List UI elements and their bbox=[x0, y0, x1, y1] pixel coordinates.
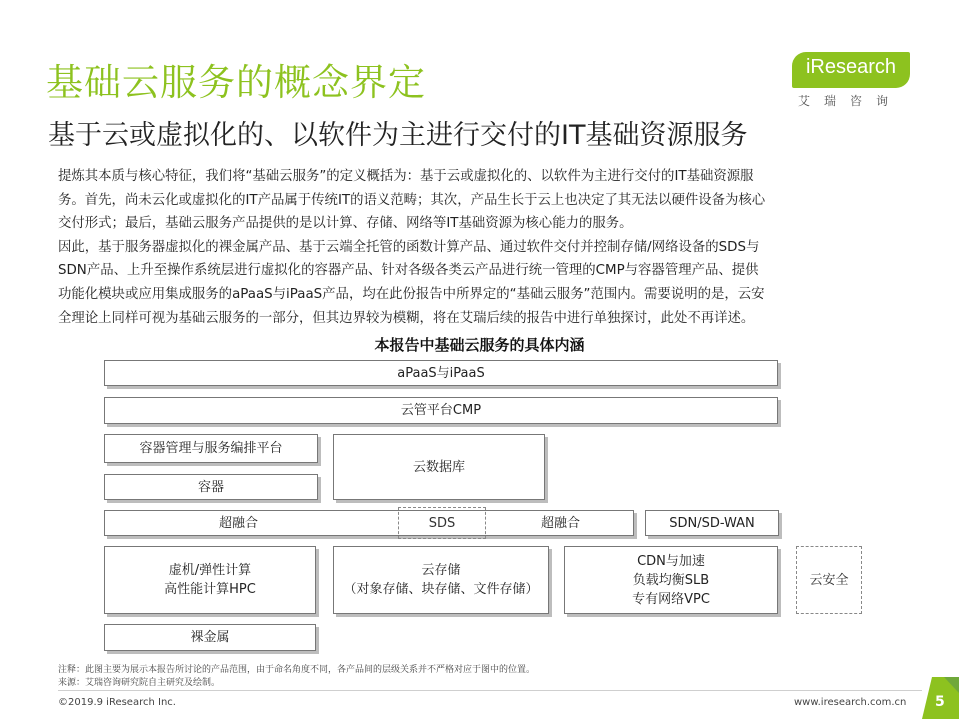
logo-text: iResearch bbox=[805, 56, 897, 78]
para1-line: 交付形式；最后，基础云服务产品提供的是以计算、存储、网络等IT基础资源为核心能力的服务。 bbox=[58, 216, 633, 232]
page-subtitle: 基于云或虚拟化的、以软件为主进行交付的IT基础资源服务 bbox=[48, 120, 748, 151]
apaas-ipaas-box: aPaaS与iPaaS bbox=[104, 360, 778, 386]
cmp-box: 云管平台CMP bbox=[104, 397, 778, 424]
source-note: 来源：艾瑞咨询研究院自主研究及绘制。 bbox=[58, 678, 221, 688]
hyperconvergence-box bbox=[104, 510, 634, 536]
para2-line: 全理论上同样可视为基础云服务的一部分，但其边界较为模糊，将在艾瑞后续的报告中进行单独探讨，此处不再详述。 bbox=[58, 310, 755, 326]
hyperconvergence-left-label: 超融合 bbox=[219, 515, 259, 531]
storage-line: 云存储 bbox=[421, 563, 461, 578]
footer-divider bbox=[58, 690, 922, 691]
para1-line: 提炼其本质与核心特征，我们将“基础云服务”的定义概括为：基于云或虚拟化的、以软件为主进行交付的IT基础资源服 bbox=[58, 169, 754, 184]
compute-line: 高性能计算HPC bbox=[164, 582, 256, 597]
container-mgmt-box: 容器管理与服务编排平台 bbox=[104, 434, 318, 463]
storage-line: （对象存储、块存储、文件存储） bbox=[343, 582, 539, 597]
cloud-database-box: 云数据库 bbox=[333, 434, 545, 500]
diagram-note: 注释：此图主要为展示本报告所讨论的产品范围，由于命名角度不同，各产品间的层级关系并不严格对应于图中的位置。 bbox=[58, 665, 536, 675]
compute-box bbox=[104, 546, 316, 614]
para1-line: 务。首先，尚未云化或虚拟化的IT产品属于传统IT的语义范畴；其次，产品生长于云上也决定了其无法以硬件设备为核心 bbox=[58, 192, 766, 208]
network-line: 负载均衡SLB bbox=[632, 572, 710, 588]
diagram-title: 本报告中基础云服务的具体内涵 bbox=[374, 336, 585, 354]
page-title: 基础云服务的概念界定 bbox=[46, 61, 426, 104]
network-line: CDN与加速 bbox=[637, 553, 705, 569]
sds-box: SDS bbox=[398, 507, 486, 539]
network-box bbox=[564, 546, 778, 614]
container-box: 容器 bbox=[104, 474, 318, 500]
para2-line: SDN产品、上升至操作系统层进行虚拟化的容器产品、针对各级各类云产品进行统一管理的CMP与容器管理产品、提供 bbox=[58, 263, 759, 279]
network-line: 专有网络VPC bbox=[632, 591, 710, 607]
compute-line: 虚机/弹性计算 bbox=[168, 563, 252, 578]
bare-metal-box: 裸金属 bbox=[104, 624, 316, 651]
page-number: 5 bbox=[935, 694, 945, 710]
cloud-security-box: 云安全 bbox=[796, 546, 862, 614]
logo-cn-text: 艾瑞咨询 bbox=[798, 94, 903, 108]
para2-line: 因此，基于服务器虚拟化的裸金属产品、基于云端全托管的函数计算产品、通过软件交付并控制存储/网络设备的SDS与 bbox=[58, 239, 760, 255]
para2-line: 功能化模块或应用集成服务的aPaaS与iPaaS产品，均在此份报告中所界定的“基础云服务”范围内。需要说明的是，云安 bbox=[58, 286, 765, 302]
hyperconvergence-right-label: 超融合 bbox=[541, 515, 581, 531]
website-link[interactable]: www.iresearch.com.cn bbox=[794, 697, 907, 708]
sdn-sdwan-box: SDN/SD-WAN bbox=[645, 510, 779, 536]
cloud-storage-box bbox=[333, 546, 549, 614]
copyright: ©2019.9 iResearch Inc. bbox=[58, 697, 176, 708]
iresearch-logo bbox=[792, 52, 912, 112]
intro-paragraph bbox=[58, 165, 920, 330]
